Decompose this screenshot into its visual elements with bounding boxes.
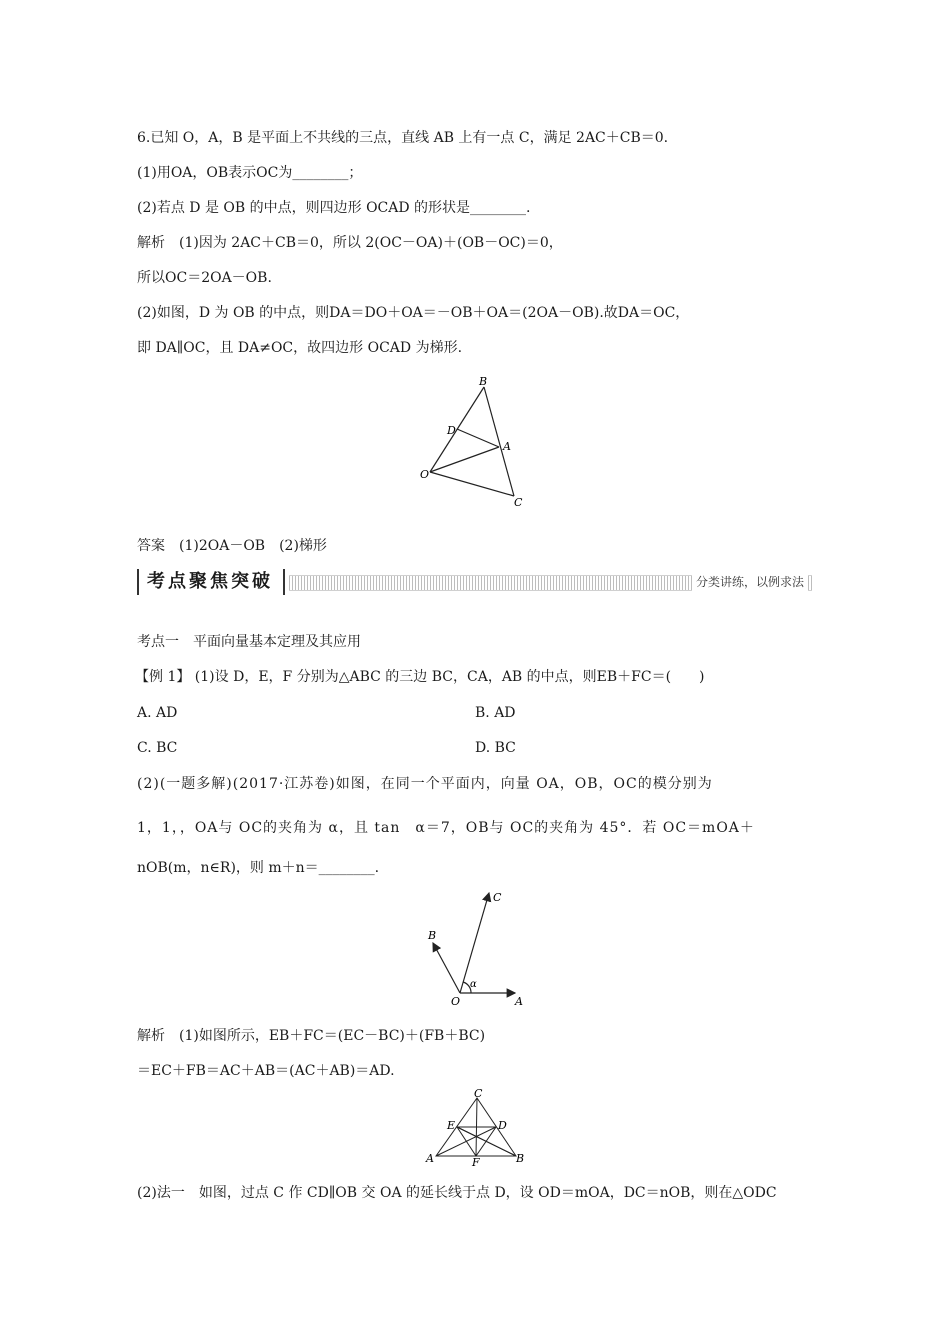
segment-oa xyxy=(430,447,499,472)
example1-part2-line-1: (2)(一题多解)(2017·江苏卷)如图，在同一个平面内，向量 OA，OB，OC的模分别为 xyxy=(137,776,713,792)
segment-da xyxy=(457,429,499,447)
figure-trapezoid-ocad xyxy=(410,370,540,515)
label-f: F xyxy=(472,1156,480,1168)
option-d: D. BC xyxy=(475,740,516,756)
section-banner xyxy=(137,569,812,595)
figure-vectors-oa-ob-oc xyxy=(415,885,535,1010)
q6-solution-line-4: 即 DA∥OC，且 DA≠OC，故四边形 OCAD 为梯形. xyxy=(137,340,463,356)
banner-title: 考点聚焦突破 xyxy=(137,569,285,595)
label-d: D xyxy=(498,1119,507,1132)
label-b: B xyxy=(428,929,437,942)
label-c: C xyxy=(514,496,523,509)
label-d: D xyxy=(447,424,456,437)
label-a: A xyxy=(503,440,511,453)
label-a: A xyxy=(426,1152,434,1165)
label-a: A xyxy=(515,995,523,1008)
example1-stem: 【例 1】 (1)设 D，E，F 分别为△ABC 的三边 BC，CA，AB 的中点，则EB＋FC＝( ) xyxy=(135,669,705,685)
vector-oc xyxy=(460,893,489,993)
label-b: B xyxy=(516,1152,525,1165)
segment-cf xyxy=(476,1098,477,1156)
label-alpha: α xyxy=(470,979,477,990)
figure-triangle-midpoints xyxy=(420,1088,530,1168)
label-o: O xyxy=(451,995,461,1008)
vector-ob xyxy=(433,943,460,993)
q6-part1: (1)用OA，OB表示OC为________； xyxy=(137,165,363,181)
solution2-line-1: (2)法一 如图，过点 C 作 CD∥OB 交 OA 的延长线于点 D，设 OD＝mOA，DC＝nOB，则在△ODC xyxy=(137,1185,777,1201)
option-c: C. BC xyxy=(137,740,178,756)
q6-stem: 6.已知 O，A，B 是平面上不共线的三点，直线 AB 上有一点 C，满足 2AC＋CB＝0. xyxy=(137,130,669,146)
label-e: E xyxy=(447,1119,456,1132)
q6-solution-line-3: (2)如图，D 为 OB 的中点，则DA＝DO＋OA＝－OB＋OA＝(2OA－OB).故DA＝OC， xyxy=(137,305,690,321)
label-b: B xyxy=(479,375,488,388)
q6-solution-line-2: 所以OC＝2OA－OB. xyxy=(137,270,272,286)
topic-heading: 考点一 平面向量基本定理及其应用 xyxy=(137,634,361,650)
example1-part2-line-3: nOB(m，n∈R)，则 m＋n＝________. xyxy=(137,860,380,876)
label-o: O xyxy=(420,468,430,481)
segment-oc xyxy=(430,472,514,496)
label-c: C xyxy=(493,891,502,904)
solution1-line-1: 解析 (1)如图所示，EB＋FC＝(EC－BC)＋(FB＋BC) xyxy=(137,1028,486,1044)
solution1-line-2: ＝EC＋FB＝AC＋AB＝(AC＋AB)＝AD. xyxy=(137,1063,395,1079)
q6-solution-line-1: 解析 (1)因为 2AC＋CB＝0，所以 2(OC－OA)＋(OB－OC)＝0， xyxy=(137,235,563,251)
q6-answer: 答案 (1)2OA－OB (2)梯形 xyxy=(137,538,327,554)
option-b: B. AD xyxy=(475,705,516,721)
q6-part2: (2)若点 D 是 OB 的中点，则四边形 OCAD 的形状是________. xyxy=(137,200,531,216)
banner-subtitle: 分类讲练，以例求法 xyxy=(692,573,808,591)
label-c: C xyxy=(474,1088,483,1100)
example1-part2-line-2: 1，1，，OA与 OC的夹角为 α，且 tan α＝7，OB与 OC的夹角为 45°．若 OC＝mOA＋ xyxy=(137,820,755,836)
option-a: A. AD xyxy=(137,705,178,721)
